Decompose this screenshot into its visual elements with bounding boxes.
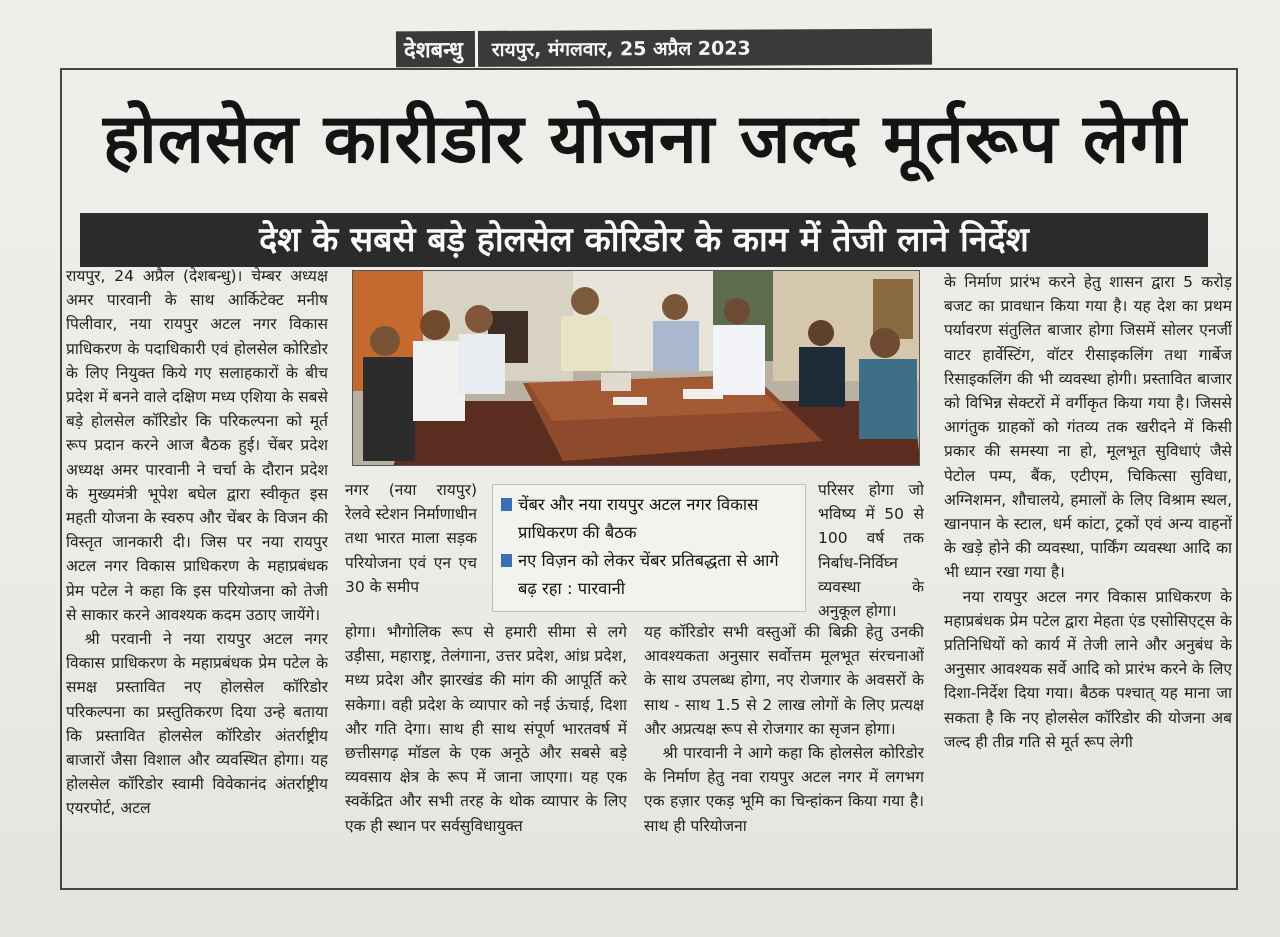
paragraph: नगर (नया रायपुर) रेलवे स्टेशन निर्माणाधीन तथा भारत माला सड़क परियोजना एवं एन एच 30 के समीप (345, 481, 477, 596)
paragraph: श्री पारवानी ने आगे कहा कि होलसेल कोरिडोर के निर्माण हेतु नवा रायपुर अटल नगर में लगभग एक हज़ार एकड़ भूमि का चिन्हांकन किया गया है। साथ ही परियोजना (644, 744, 924, 835)
paragraph: होगा। भौगोलिक रूप से हमारी सीमा से लगे उड़ीसा, महाराष्ट्र, तेलंगाना, उत्तर प्रदेश, आंध्र प्रदेश, मध्य प्रदेश और झारखंड की मांग की आपूर्ति करे सकेगा। वही प्रदेश के व्यापार को नई ऊंचाई, दिशा और गति देगा। साथ ही साथ संपूर्ण भारतवर्ष में छत्तीसगढ़ मॉडल के एक अनूठे और सबसे बड़े व्यवसाय क्षेत्र के रूप में जाना जाएगा। यह एक स्वकेंद्रित और सभी तरह के थोक व्यापार के लिए एक ही स्थान पर सर्वसुविधायुक्त (345, 623, 627, 835)
highlight-box (492, 484, 806, 612)
paragraph: श्री परवानी ने नया रायपुर अटल नगर विकास प्राधिकरण के महाप्रबंधक प्रेम पटेल के समक्ष प्रस्तावित नए होलसेल कॉरिडोर परिकल्पना का प्रस्तुतिकरण दिया उन्हे बताया कि प्रस्तावित होलसेल कॉरिडोर अंतर्राष्ट्रीय बाजारों जैसा विशाल और व्यवस्थित होगा। यह होलसेल कॉरिडोर स्वामी विवेकानंद अंतर्राष्ट्रीय एयरपोर्ट, अटल (66, 630, 328, 818)
article-column-2-top (345, 478, 477, 642)
headline: होलसेल कारीडोर योजना जल्द मूर्तरूप लेगी (103, 100, 1187, 179)
paragraph: के निर्माण प्रारंभ करने हेतु शासन द्वारा 5 करोड़ बजट का प्रावधान किया गया है। यह देश का प्रथम पर्यावरण संतुलित बाजार होगा जिसमें सोलर एनर्जी वाटर हार्वेस्टिंग, वॉटर रीसाइकलिंग तथा गार्बेज रिसाइकलिंग की भी व्यवस्था होगी। प्रस्तावित बाजार को विभिन्न सेक्टरों में वर्गीकृत किया गया है। जिससे आगंतुक ग्राहकों को गंतव्य तक खरीदने में किसी प्रकार की समस्या ना हो, मूलभूत सुविधाएं जैसे पेटोल पम्प, बैंक, एटीएम, चिकित्सा सुविधा, अग्निशमन, शौचालये, हमालों के लिए विश्राम स्थल, खानपान के स्टाल, धर्म कांटा, ट्रकों एवं अन्य वाहनों के खड़े होने की व्यवस्था, पार्किंग व्यवस्था आदि का भी ध्यान रखा गया है। (944, 273, 1232, 582)
article-column-3-top (818, 478, 924, 638)
bullet-square-icon (501, 554, 512, 567)
article-column-4 (944, 270, 1232, 870)
highlight-item (501, 491, 797, 547)
highlight-text: चेंबर और नया रायपुर अटल नगर विकास प्राधिकरण की बैठक (518, 495, 759, 542)
paragraph: रायपुर, 24 अप्रैल (देशबन्धु)। चेम्बर अध्यक्ष अमर पारवानी के साथ आर्किटेक्ट मनीष पिलीवार, नया रायपुर अटल नगर विकास प्राधिकरण के पदाधिकारी एवं होलसेल कोरिडोर के लिए नियुक्त किये गए सलाहकारों के बीच प्रदेश में बनने वाले दक्षिण मध्य एशिया के सबसे बड़े होलसेल कॉरिडोर कि परिकल्पना को मूर्त रूप प्रदान करने आज बैठक हुई। चेंबर प्रदेश अध्यक्ष अमर पारवानी ने चर्चा के दौरान प्रदेश के मुख्यमंत्री भूपेश बघेल द्वारा स्वीकृत इस महती योजना के स्वरुप और चेंबर के विजन की विस्तृत जानकारी दी। जिस पर नया रायपुर अटल नगर विकास प्राधिकरण के महाप्रबंधक प्रेम पटेल ने कहा कि इस परियोजना को तेजी से साकार करने आवश्यक कदम उठाए जायेंगे। (66, 267, 328, 624)
highlight-text: नए विज़न को लेकर चेंबर प्रतिबद्धता से आगे बढ़ रहा : पारवानी (518, 551, 779, 598)
meeting-photo (352, 270, 920, 466)
paragraph: परिसर होगा जो भविष्य में 50 से 100 वर्ष तक निर्बाध-निर्विघ्न व्यवस्था के अनुकूल होगा। (818, 481, 924, 621)
article-column-3 (644, 620, 924, 868)
paragraph: नया रायपुर अटल नगर विकास प्राधिकरण के महाप्रबंधक प्रेम पटेल द्वारा मेहता एंड एसोसिएट्स के प्रतिनिधियों को कार्य में तेजी लाने और अनुबंध के अनुसार आवश्यक सर्वे आदि को प्रारंभ करने के लिए दिशा-निर्देश दिया गया। बैठक पश्चात् यह माना जा सकता है कि नए होलसेल कॉरिडोर की योजना अब जल्द ही तीव्र गति से मूर्त रूप लेगी (944, 587, 1232, 751)
masthead (396, 29, 932, 68)
article-column-1 (66, 264, 328, 868)
subheadline-banner: देश के सबसे बड़े होलसेल कोरिडोर के काम में तेजी लाने निर्देश (80, 213, 1208, 267)
article-column-2 (345, 620, 627, 868)
newspaper-logo: देशबन्धु (396, 31, 478, 67)
dateline: रायपुर, मंगलवार, 25 अप्रैल 2023 (491, 37, 751, 61)
highlight-item (501, 547, 797, 603)
paragraph: यह कॉरिडोर सभी वस्तुओं की बिक्री हेतु उनकी आवश्यकता अनुसार सर्वोत्तम मूलभूत संरचनाओं के साथ उपलब्ध होगा, नए रोजगार के अवसरों के साथ - साथ 1.5 से 2 लाख लोगों के लिए प्रत्यक्ष और अप्रत्यक्ष रूप से रोजगार का सृजन होगा। (644, 623, 924, 738)
bullet-square-icon (501, 498, 512, 511)
